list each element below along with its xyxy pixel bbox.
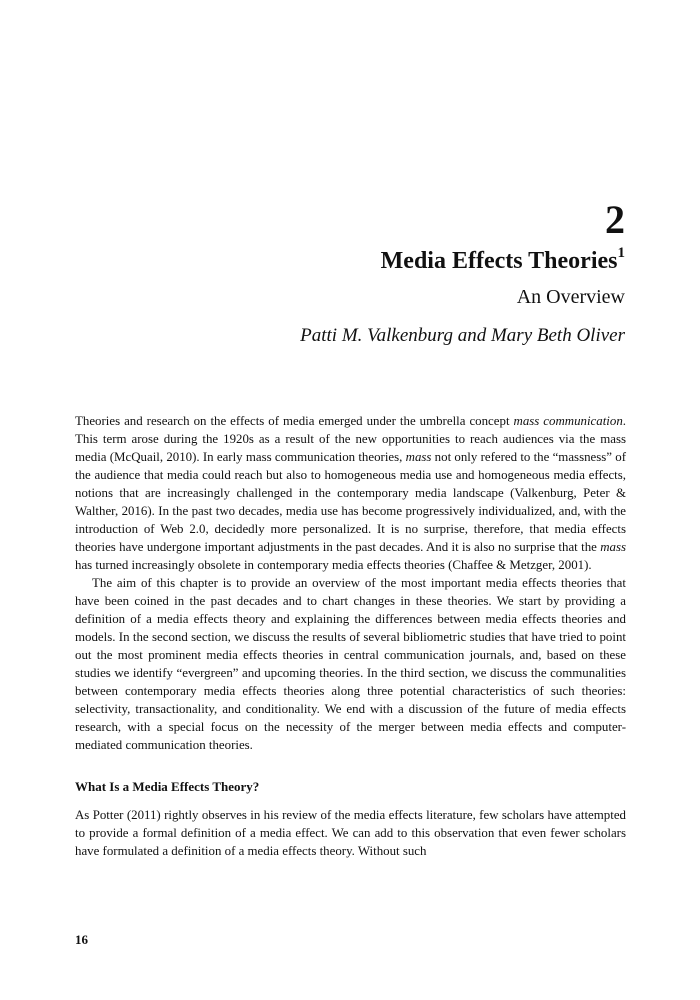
text-run: has turned increasingly obsolete in contemporary media effects theories (Chaffee & Metzger, 2001). — [75, 558, 592, 572]
definition-paragraph: As Potter (2011) rightly observes in his review of the media effects literature, few scholars have attempted to provide a formal definition of a media effect. We can add to this observation that even fewer scholars have formulated a definition of a media effects theory. Without such — [75, 808, 626, 858]
page-number: 16 — [75, 932, 88, 947]
text-run: not only refered to the “massness” of the audience that media could reach but also to homogeneous media use and homogeneous media effects, notions that are increasingly challenged in the contemporary media landscape (Valkenburg, Peter & Walther, 2016). In the past two decades, media use has become progressively individualized, and, with the introduction of Web 2.0, decidedly more personalized. It is no surprise, therefore, that media effects theories have undergone important adjustments in the past decades. And it is also no surprise that the — [75, 450, 627, 554]
chapter-subtitle: An Overview — [516, 286, 625, 308]
body-text — [75, 412, 626, 860]
intro-paragraph — [75, 412, 626, 574]
chapter-title — [300, 240, 625, 276]
chapter-title-text: Media Effects Theories — [380, 248, 618, 274]
overview-paragraph: The aim of this chapter is to provide an overview of the most important media effects theories that have been coined in the past decades and to chart changes in these theories. We start by providing a definition of a media effects theory and explaining the differences between media effects theories and models. In the second section, we discuss the results of several bibliometric studies that have tried to point out the most prominent media effects theories in central communication journals, and, based on these studies we identify “evergreen” and upcoming theories. In the third section, we discuss the communalities between contemporary media effects theories along three potential characteristics of such theories: selectivity, transactionality, and conditionality. We end with a discussion of the future of media effects research, with a special focus on the necessity of the merger between media effects and computer-mediated communication theories. — [75, 576, 626, 752]
chapter-header — [300, 197, 625, 348]
chapter-authors: Patti M. Valkenburg and Mary Beth Oliver — [300, 325, 625, 346]
title-footnote-marker[interactable]: 1 — [617, 245, 625, 261]
chapter-number: 2 — [605, 197, 625, 242]
italic-term: mass — [405, 450, 432, 464]
text-run: . This term arose during the 1920s as a result of the new opportunities to reach audiences via the mass media (McQuail, 2010). In early mass communication theories, — [75, 414, 626, 464]
section-heading: What Is a Media Effects Theory? — [75, 779, 260, 794]
text-run: Theories and research on the effects of media emerged under the umbrella concept — [75, 414, 514, 428]
italic-term: mass — [600, 540, 626, 554]
italic-term: mass communication — [513, 414, 623, 428]
